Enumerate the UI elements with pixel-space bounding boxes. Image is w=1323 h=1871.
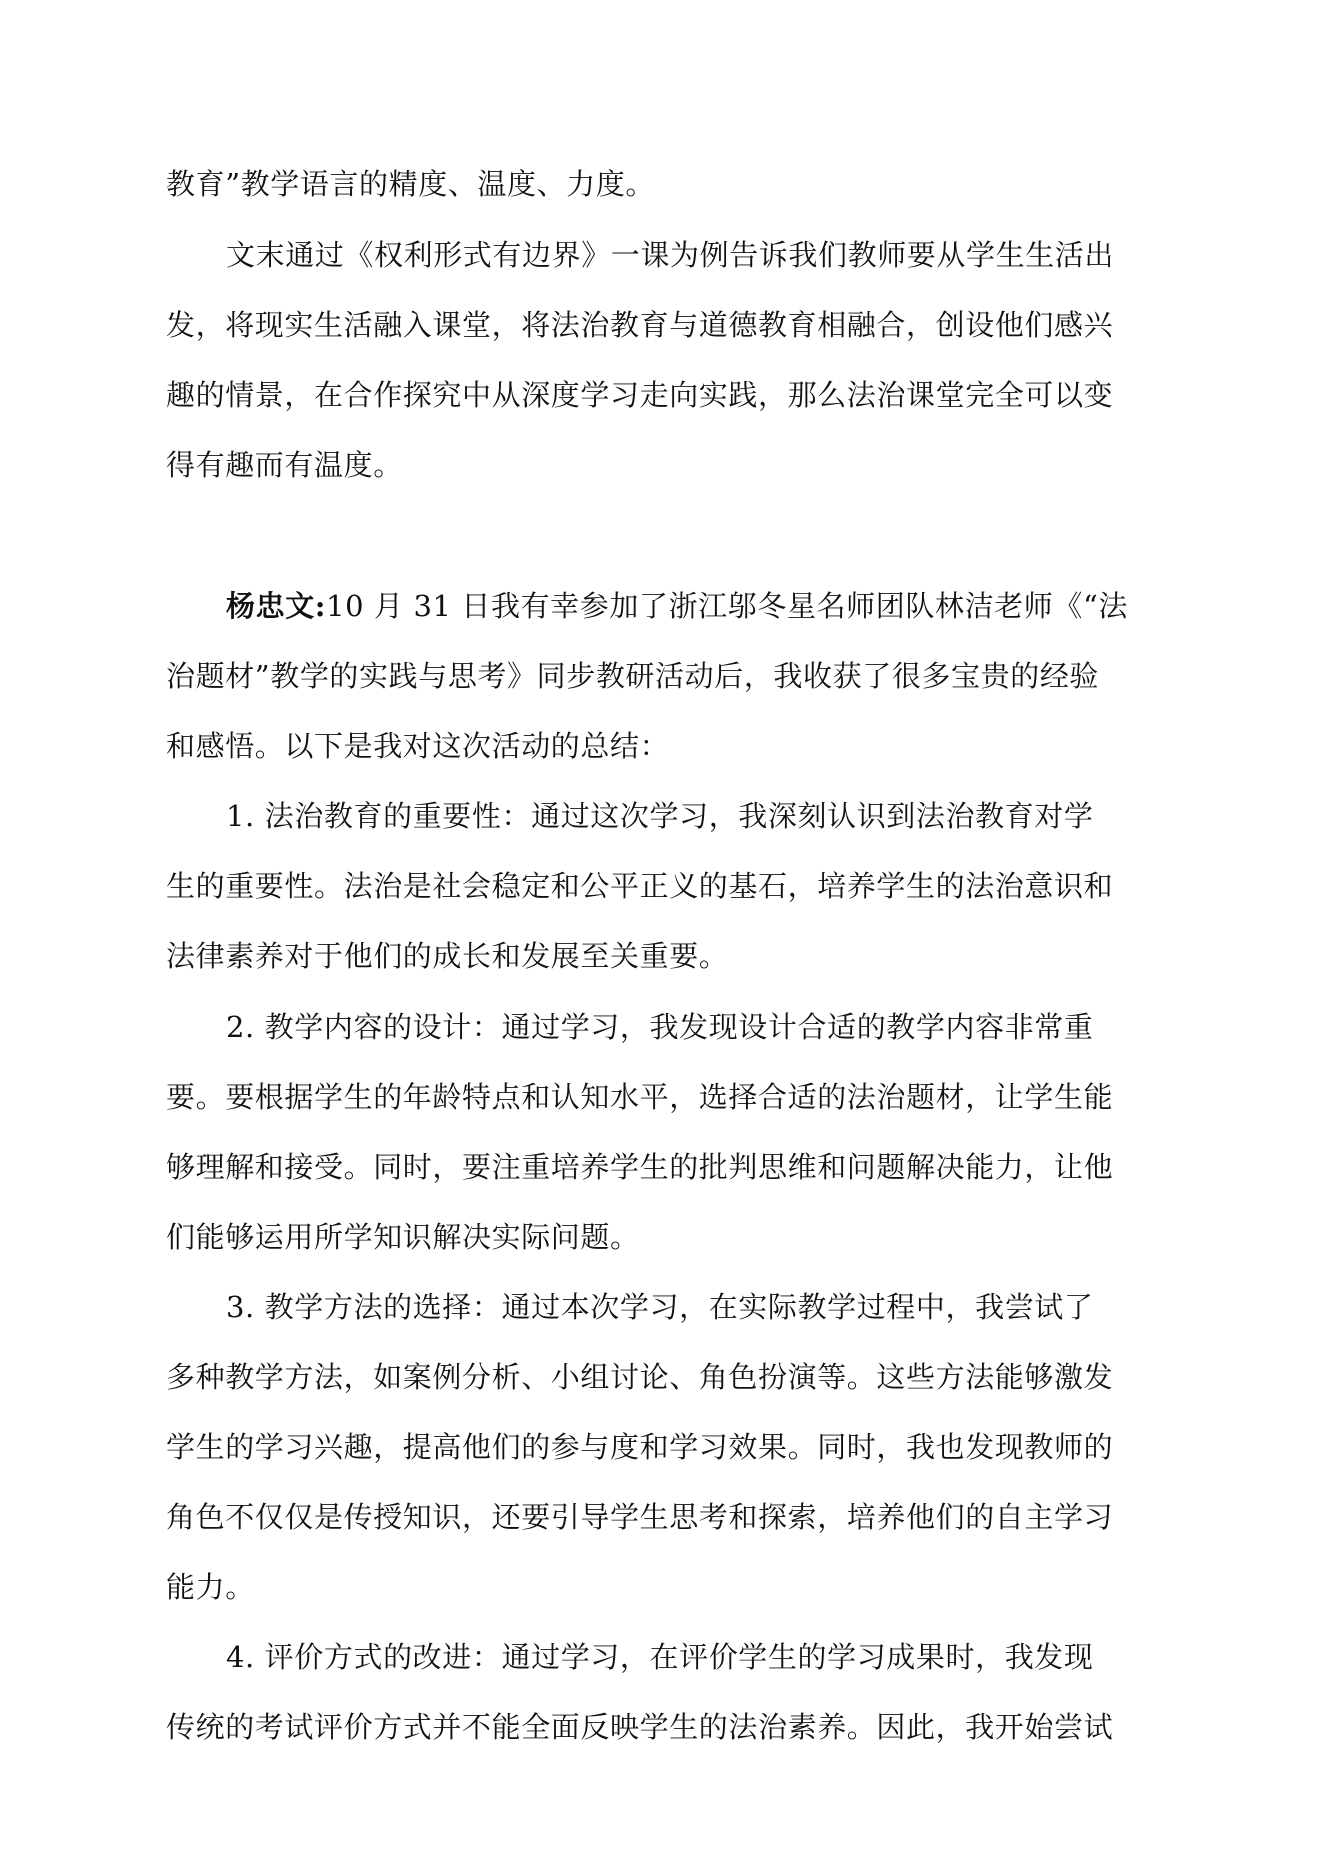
speaker-text: 10 月 31 日我有幸参加了浙江邬冬星名师团队林洁老师《“法: [326, 589, 1128, 623]
text-line: 传统的考试评价方式并不能全面反映学生的法治素养。因此，我开始尝试: [166, 1710, 1114, 1744]
text-line: 要。要根据学生的年龄特点和认知水平，选择合适的法治题材，让学生能: [166, 1080, 1114, 1114]
text-line: 趣的情景，在合作探究中从深度学习走向实践，那么法治课堂完全可以变: [166, 378, 1114, 412]
speaker-line: [226, 586, 1128, 626]
text-line: 角色不仅仅是传授知识，还要引导学生思考和探索，培养他们的自主学习: [166, 1500, 1114, 1534]
text-line: 得有趣而有温度。: [166, 448, 403, 482]
text-line: 治题材”教学的实践与思考》同步教研活动后，我收获了很多宝贵的经验: [166, 659, 1100, 693]
speaker-name: 杨忠文:: [226, 589, 327, 623]
text-line: 学生的学习兴趣，提高他们的参与度和学习效果。同时，我也发现教师的: [166, 1430, 1114, 1464]
text-line: 2. 教学内容的设计：通过学习，我发现设计合适的教学内容非常重: [226, 1010, 1094, 1044]
text-line: 文末通过《权利形式有边界》一课为例告诉我们教师要从学生生活出: [226, 238, 1115, 272]
text-line: 能力。: [166, 1570, 255, 1604]
text-line: 多种教学方法，如案例分析、小组讨论、角色扮演等。这些方法能够激发: [166, 1360, 1114, 1394]
text-line: 们能够运用所学知识解决实际问题。: [166, 1220, 640, 1254]
text-line: 生的重要性。法治是社会稳定和公平正义的基石，培养学生的法治意识和: [166, 869, 1114, 903]
text-line: 教育”教学语言的精度、温度、力度。: [166, 167, 656, 201]
text-line: 和感悟。以下是我对这次活动的总结：: [166, 729, 670, 763]
text-line: 法律素养对于他们的成长和发展至关重要。: [166, 939, 729, 973]
text-line: 够理解和接受。同时，要注重培养学生的批判思维和问题解决能力，让他: [166, 1150, 1114, 1184]
text-line: 3. 教学方法的选择：通过本次学习，在实际教学过程中，我尝试了: [226, 1290, 1094, 1324]
text-line: 发，将现实生活融入课堂，将法治教育与道德教育相融合，创设他们感兴: [166, 308, 1114, 342]
text-line: 1. 法治教育的重要性：通过这次学习，我深刻认识到法治教育对学: [226, 799, 1094, 833]
text-line: 4. 评价方式的改进：通过学习，在评价学生的学习成果时，我发现: [226, 1640, 1094, 1674]
